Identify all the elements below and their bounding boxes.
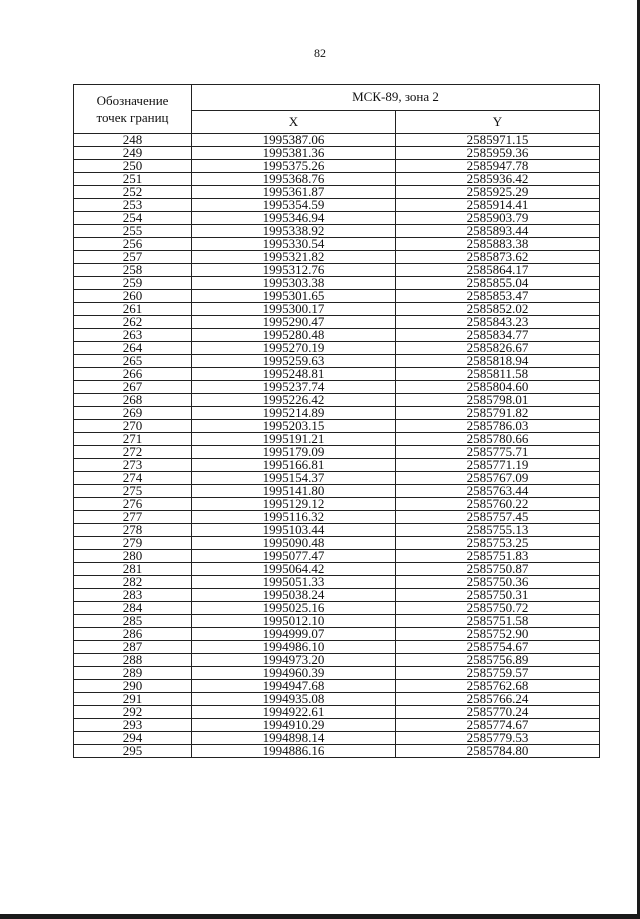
point-number-cell: 274 — [74, 472, 192, 485]
x-coordinate-cell: 1995179.09 — [192, 446, 396, 459]
x-coordinate-cell: 1995064.42 — [192, 563, 396, 576]
x-coordinate-cell: 1994947.68 — [192, 680, 396, 693]
table-row — [74, 745, 600, 758]
y-coordinate-cell: 2585883.38 — [396, 238, 600, 251]
point-number-cell: 287 — [74, 641, 192, 654]
x-coordinate-cell: 1994922.61 — [192, 706, 396, 719]
point-number-cell: 260 — [74, 290, 192, 303]
y-coordinate-cell: 2585834.77 — [396, 329, 600, 342]
y-coordinate-cell: 2585750.31 — [396, 589, 600, 602]
y-coordinate-cell: 2585784.80 — [396, 745, 600, 758]
point-number-cell: 256 — [74, 238, 192, 251]
y-coordinate-cell: 2585757.45 — [396, 511, 600, 524]
point-number-cell: 255 — [74, 225, 192, 238]
y-coordinate-cell: 2585855.04 — [396, 277, 600, 290]
point-number-cell: 273 — [74, 459, 192, 472]
point-number-cell: 282 — [74, 576, 192, 589]
x-coordinate-cell: 1995375.26 — [192, 160, 396, 173]
point-number-cell: 294 — [74, 732, 192, 745]
x-coordinate-cell: 1995129.12 — [192, 498, 396, 511]
y-coordinate-cell: 2585762.68 — [396, 680, 600, 693]
table-header — [74, 85, 600, 134]
y-coordinate-cell: 2585853.47 — [396, 290, 600, 303]
x-coordinate-cell: 1995330.54 — [192, 238, 396, 251]
point-number-cell: 266 — [74, 368, 192, 381]
x-coordinate-cell: 1995361.87 — [192, 186, 396, 199]
point-number-cell: 285 — [74, 615, 192, 628]
y-coordinate-cell: 2585798.01 — [396, 394, 600, 407]
y-coordinate-cell: 2585770.24 — [396, 706, 600, 719]
point-number-cell: 248 — [74, 134, 192, 147]
table-body — [74, 134, 600, 758]
x-coordinate-cell: 1995077.47 — [192, 550, 396, 563]
x-coordinate-cell: 1994960.39 — [192, 667, 396, 680]
x-coordinate-cell: 1995012.10 — [192, 615, 396, 628]
y-coordinate-cell: 2585750.72 — [396, 602, 600, 615]
y-coordinate-cell: 2585959.36 — [396, 147, 600, 160]
x-coordinate-cell: 1995368.76 — [192, 173, 396, 186]
point-number-cell: 270 — [74, 420, 192, 433]
x-coordinate-cell: 1995214.89 — [192, 407, 396, 420]
point-number-cell: 278 — [74, 524, 192, 537]
y-coordinate-cell: 2585914.41 — [396, 199, 600, 212]
x-coordinate-cell: 1994898.14 — [192, 732, 396, 745]
x-coordinate-cell: 1995090.48 — [192, 537, 396, 550]
x-coordinate-cell: 1995191.21 — [192, 433, 396, 446]
y-coordinate-cell: 2585786.03 — [396, 420, 600, 433]
y-coordinate-cell: 2585750.36 — [396, 576, 600, 589]
x-coordinate-cell: 1995103.44 — [192, 524, 396, 537]
x-coordinate-cell: 1995300.17 — [192, 303, 396, 316]
point-number-cell: 262 — [74, 316, 192, 329]
x-coordinate-cell: 1994986.10 — [192, 641, 396, 654]
header-coordinate-system: МСК-89, зона 2 — [192, 85, 600, 111]
x-coordinate-cell: 1994973.20 — [192, 654, 396, 667]
y-coordinate-cell: 2585804.60 — [396, 381, 600, 394]
point-number-cell: 283 — [74, 589, 192, 602]
point-number-cell: 259 — [74, 277, 192, 290]
point-number-cell: 252 — [74, 186, 192, 199]
y-coordinate-cell: 2585752.90 — [396, 628, 600, 641]
point-number-cell: 292 — [74, 706, 192, 719]
x-coordinate-cell: 1995321.82 — [192, 251, 396, 264]
y-coordinate-cell: 2585763.44 — [396, 485, 600, 498]
x-coordinate-cell: 1995259.63 — [192, 355, 396, 368]
y-coordinate-cell: 2585811.58 — [396, 368, 600, 381]
point-number-cell: 254 — [74, 212, 192, 225]
x-coordinate-cell: 1995248.81 — [192, 368, 396, 381]
point-number-cell: 276 — [74, 498, 192, 511]
y-coordinate-cell: 2585771.19 — [396, 459, 600, 472]
header-label-line1: Обозначение — [96, 93, 169, 108]
y-coordinate-cell: 2585936.42 — [396, 173, 600, 186]
scan-edge-bottom — [0, 914, 640, 919]
y-coordinate-cell: 2585779.53 — [396, 732, 600, 745]
point-number-cell: 284 — [74, 602, 192, 615]
point-number-cell: 264 — [74, 342, 192, 355]
point-number-cell: 251 — [74, 173, 192, 186]
x-coordinate-cell: 1995226.42 — [192, 394, 396, 407]
point-number-cell: 249 — [74, 147, 192, 160]
x-coordinate-cell: 1995301.65 — [192, 290, 396, 303]
point-number-cell: 275 — [74, 485, 192, 498]
x-coordinate-cell: 1994935.08 — [192, 693, 396, 706]
point-number-cell: 281 — [74, 563, 192, 576]
y-coordinate-cell: 2585873.62 — [396, 251, 600, 264]
point-number-cell: 295 — [74, 745, 192, 758]
y-coordinate-cell: 2585947.78 — [396, 160, 600, 173]
y-coordinate-cell: 2585791.82 — [396, 407, 600, 420]
header-y: Y — [396, 110, 600, 133]
y-coordinate-cell: 2585751.83 — [396, 550, 600, 563]
point-number-cell: 280 — [74, 550, 192, 563]
x-coordinate-cell: 1995338.92 — [192, 225, 396, 238]
x-coordinate-cell: 1995116.32 — [192, 511, 396, 524]
point-number-cell: 257 — [74, 251, 192, 264]
y-coordinate-cell: 2585774.67 — [396, 719, 600, 732]
x-coordinate-cell: 1995387.06 — [192, 134, 396, 147]
y-coordinate-cell: 2585767.09 — [396, 472, 600, 485]
x-coordinate-cell: 1995141.80 — [192, 485, 396, 498]
y-coordinate-cell: 2585780.66 — [396, 433, 600, 446]
y-coordinate-cell: 2585903.79 — [396, 212, 600, 225]
page-number: 82 — [314, 46, 326, 60]
point-number-cell: 286 — [74, 628, 192, 641]
point-number-cell: 263 — [74, 329, 192, 342]
y-coordinate-cell: 2585864.17 — [396, 264, 600, 277]
y-coordinate-cell: 2585753.25 — [396, 537, 600, 550]
y-coordinate-cell: 2585756.89 — [396, 654, 600, 667]
point-number-cell: 267 — [74, 381, 192, 394]
x-coordinate-cell: 1995381.36 — [192, 147, 396, 160]
boundary-points-table — [73, 84, 600, 758]
y-coordinate-cell: 2585754.67 — [396, 641, 600, 654]
x-coordinate-cell: 1995154.37 — [192, 472, 396, 485]
x-coordinate-cell: 1994910.29 — [192, 719, 396, 732]
y-coordinate-cell: 2585760.22 — [396, 498, 600, 511]
point-number-cell: 279 — [74, 537, 192, 550]
x-coordinate-cell: 1995280.48 — [192, 329, 396, 342]
y-coordinate-cell: 2585818.94 — [396, 355, 600, 368]
x-coordinate-cell: 1995303.38 — [192, 277, 396, 290]
point-number-cell: 293 — [74, 719, 192, 732]
y-coordinate-cell: 2585759.57 — [396, 667, 600, 680]
y-coordinate-cell: 2585971.15 — [396, 134, 600, 147]
header-label-line2: точек границ — [96, 110, 169, 125]
point-number-cell: 265 — [74, 355, 192, 368]
point-number-cell: 271 — [74, 433, 192, 446]
x-coordinate-cell: 1995166.81 — [192, 459, 396, 472]
x-coordinate-cell: 1995237.74 — [192, 381, 396, 394]
x-coordinate-cell: 1994999.07 — [192, 628, 396, 641]
point-number-cell: 272 — [74, 446, 192, 459]
x-coordinate-cell: 1995354.59 — [192, 199, 396, 212]
y-coordinate-cell: 2585755.13 — [396, 524, 600, 537]
point-number-cell: 253 — [74, 199, 192, 212]
point-number-cell: 289 — [74, 667, 192, 680]
point-number-cell: 291 — [74, 693, 192, 706]
header-point-label — [74, 85, 192, 134]
point-number-cell: 258 — [74, 264, 192, 277]
header-row-top — [74, 85, 600, 111]
point-number-cell: 268 — [74, 394, 192, 407]
y-coordinate-cell: 2585852.02 — [396, 303, 600, 316]
y-coordinate-cell: 2585925.29 — [396, 186, 600, 199]
header-x: X — [192, 110, 396, 133]
x-coordinate-cell: 1995051.33 — [192, 576, 396, 589]
x-coordinate-cell: 1995270.19 — [192, 342, 396, 355]
x-coordinate-cell: 1995025.16 — [192, 602, 396, 615]
point-number-cell: 290 — [74, 680, 192, 693]
x-coordinate-cell: 1994886.16 — [192, 745, 396, 758]
x-coordinate-cell: 1995290.47 — [192, 316, 396, 329]
y-coordinate-cell: 2585766.24 — [396, 693, 600, 706]
x-coordinate-cell: 1995346.94 — [192, 212, 396, 225]
y-coordinate-cell: 2585751.58 — [396, 615, 600, 628]
point-number-cell: 250 — [74, 160, 192, 173]
y-coordinate-cell: 2585843.23 — [396, 316, 600, 329]
y-coordinate-cell: 2585775.71 — [396, 446, 600, 459]
point-number-cell: 288 — [74, 654, 192, 667]
y-coordinate-cell: 2585750.87 — [396, 563, 600, 576]
x-coordinate-cell: 1995203.15 — [192, 420, 396, 433]
point-number-cell: 269 — [74, 407, 192, 420]
x-coordinate-cell: 1995038.24 — [192, 589, 396, 602]
point-number-cell: 277 — [74, 511, 192, 524]
point-number-cell: 261 — [74, 303, 192, 316]
y-coordinate-cell: 2585826.67 — [396, 342, 600, 355]
y-coordinate-cell: 2585893.44 — [396, 225, 600, 238]
x-coordinate-cell: 1995312.76 — [192, 264, 396, 277]
